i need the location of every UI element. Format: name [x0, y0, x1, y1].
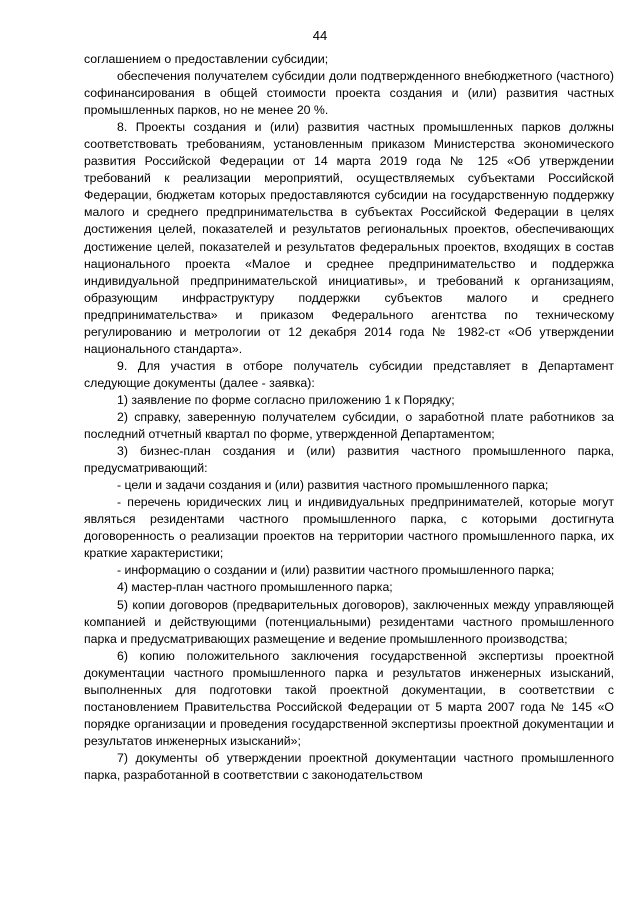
paragraph-cofinancing: обеспечения получателем субсидии доли подтвержденного внебюджетного (частного) софинансирования в общей стоимости проекта создания и (или) развития частных промышленных парков, но не менее 20 %.: [84, 69, 614, 118]
page-number: 44: [312, 28, 328, 43]
list-item-4: 4) мастер-план частного промышленного парка;: [117, 580, 393, 595]
paragraph-9-documents: 9. Для участия в отборе получатель субсидии представляет в Департамент следующие документы (далее - заявка):: [84, 358, 614, 390]
paragraph-8-requirements: 8. Проекты создания и (или) развития частных промышленных парков должны соответствовать требованиям, установленным приказом Министерства экономического развития Российской Федерации от 14 марта 2019 года № 125 «Об утверждении требований к реализации мероприятий, осуществляемых субъектами Российской Федерации, бюджетам которых предоставляются субсидии на государственную поддержку малого и среднего предпринимательства в субъектах Российской Федерации в целях достижения целей, показателей и результатов региональных проектов, обеспечивающих достижение целей, показателей и результатов федеральных проектов, входящих в состав национального проекта «Малое и среднее предпринимательство и поддержка индивидуальной предпринимательской инициативы», и требований к организациям, образующим инфраструктуру поддержки субъектов малого и среднего предпринимательства» и приказом Федерального агентства по техническому регулированию и метрологии от 12 декабря 2014 года № 1982-ст «Об утверждении национального стандарта».: [84, 120, 614, 356]
list-item-3: 3) бизнес-план создания и (или) развития частного промышленного парка, предусматривающий:: [84, 444, 614, 476]
sub-item-goals: - цели и задачи создания и (или) развития частного промышленного парка;: [117, 478, 549, 493]
paragraph-continuation: соглашением о предоставлении субсидии;: [84, 52, 329, 66]
list-item-5: 5) копии договоров (предварительных договоров), заключенных между управляющей компанией и действующими (потенциальными) резидентами частного промышленного парка и предусматривающих размещение и ведение промышленного производства;: [84, 597, 614, 646]
list-item-2: 2) справку, заверенную получателем субсидии, о заработной плате работников за последний отчетный квартал по форме, утвержденной Департаментом;: [84, 409, 614, 442]
sub-item-info: - информацию о создании и (или) развитии частного промышленного парка;: [117, 563, 555, 578]
list-item-7: 7) документы об утверждении проектной документации частного промышленного парка, разработанной в соответствии с законодательством: [84, 750, 614, 782]
list-item-6: 6) копию положительного заключения государственной экспертизы проектной документации частного промышленного парка и результатов инженерных изысканий, выполненных для подготовки такой проектной документации, в соответствии с постановлением Правительства Российской Федерации от 5 марта 2007 года № 145 «О порядке организации и проведения государственной экспертизы проектной документации и результатов инженерных изысканий»;: [84, 648, 614, 748]
list-item-1: 1) заявление по форме согласно приложению 1 к Порядку;: [117, 392, 455, 407]
document-body: [84, 51, 614, 784]
sub-item-residents: - перечень юридических лиц и индивидуальных предпринимателей, которые могут являться резидентами частного промышленного парка, с которыми достигнута договоренность о реализации проектов на территории частного промышленного парка, их краткие характеристики;: [84, 495, 614, 561]
